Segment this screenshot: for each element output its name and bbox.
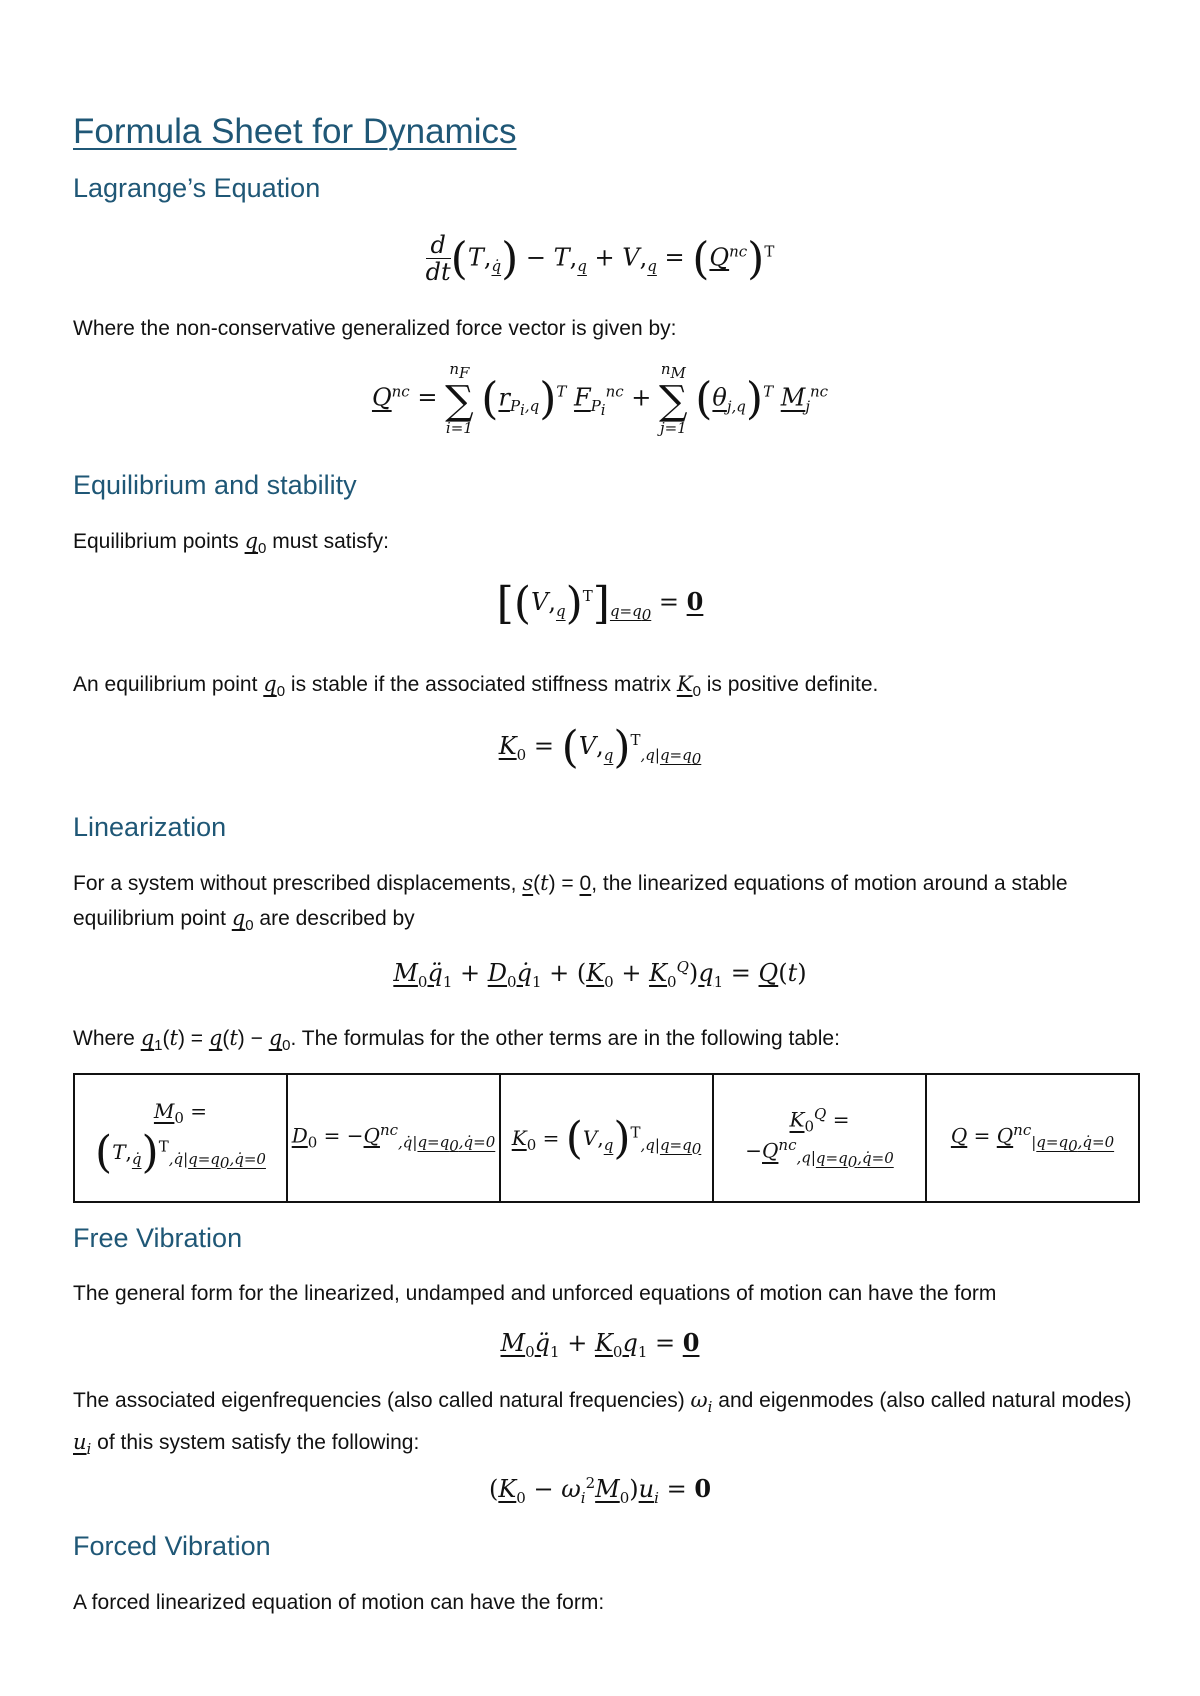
text-fragment: is stable if the associated stiffness matrix (285, 673, 677, 696)
text-fragment: , the linearized equations of motion around a stable equilibrium point (73, 872, 1068, 930)
text-fragment: is positive definite. (700, 673, 879, 696)
cell-damping-matrix: $D_0 = -Q^{nc}_{,q̇|q=q_0,q̇=0}$ (287, 1074, 500, 1202)
heading-forced-vibration: Forced Vibration (73, 1531, 271, 1561)
text-fragment: Equilibrium points (73, 530, 245, 553)
equation-free-vibration: $M_0q̈_1 + K_0q_1 = 0$ (500, 1328, 700, 1361)
text-force-vector: Where the non-conservative generalized force vector is given by: (73, 317, 677, 340)
text-equilibrium-points: Equilibrium points $q_0$ must satisfy: (73, 529, 389, 558)
heading-lagrange: Lagrange’s Equation (73, 173, 321, 203)
heading-equilibrium: Equilibrium and stability (73, 470, 357, 500)
text-eigen: The associated eigenfrequencies (also called natural frequencies) $\omega_i$ and eigenmodes (also called natural modes) $u_i$ of this system satisfy the following: (73, 1388, 1132, 1459)
page-title: Formula Sheet for Dynamics (73, 112, 517, 151)
text-stability: An equilibrium point $q_0$ is stable if the associated stiffness matrix $K_0$ is positive definite. (73, 672, 879, 701)
linearization-terms-table (73, 1073, 1140, 1203)
text-fragment: . The formulas for the other terms are in the following table: (290, 1027, 840, 1050)
equation-equilibrium: $[(V,_q)^T]_{q=q_0} = 0$ (496, 578, 704, 629)
text-fragment: are described by (253, 907, 415, 930)
cell-stiffness-matrix: $K_0 = (V,_q)^T_{,q|q=q_0}$ (500, 1074, 713, 1202)
text-fragment: of this system satisfy the following: (91, 1431, 420, 1455)
text-forced-form: A forced linearized equation of motion can have the form: (73, 1591, 605, 1614)
text-fragment: An equilibrium point (73, 673, 264, 696)
cell-force-vector: $Q = Q^{nc}_{|q=q_0,q̇=0}$ (926, 1074, 1139, 1202)
table-row (74, 1074, 1139, 1202)
text-linearization-intro: For a system without prescribed displacements, s(t) = 0, the linearized equations of motion around a stable equilibrium point $q_0$ are described by (73, 871, 1068, 935)
heading-linearization: Linearization (73, 812, 227, 842)
text-fragment: Where (73, 1027, 141, 1050)
equation-linearized: $M_0q̈_1$ + $D_0q̇_1 + (K_0 + K_0^Q)q_1 = Q(t)$ (393, 958, 807, 991)
text-fragment: The associated eigenfrequencies (also called natural frequencies) (73, 1389, 691, 1412)
text-fragment: and eigenmodes (also called natural modes) (712, 1389, 1132, 1412)
text-free-form: The general form for the linearized, undamped and unforced equations of motion can have the form (73, 1282, 997, 1305)
text-fragment: must satisfy: (266, 530, 389, 553)
equation-eigenproblem: $(K_0 - \omega_i^2M_0)u_i = 0$ (488, 1474, 712, 1507)
cell-nc-stiffness-matrix: $K_0^Q = -Q^{nc}_{,q|q=q_0,q̇=0}$ (713, 1074, 926, 1202)
cell-mass-matrix: $M_0 = (T,_{q̇})^T_{,q̇|q=q_0,q̇=0}$ (74, 1074, 287, 1202)
text-where-q1: Where $q_1(t) = q(t) - q_0$. The formulas for the other terms are in the following table: (73, 1026, 840, 1055)
equation-lagrange: $\frac{d}{dt}$ $(T,_{q̇}) - T,_q + V,_q = (Q^{nc})^T$ (425, 231, 775, 287)
text-fragment: For a system without prescribed displacements, (73, 872, 523, 895)
heading-free-vibration: Free Vibration (73, 1223, 243, 1253)
equation-generalized-force: $Q^{nc}$ = $n_F$ ∑ i=1 $(r_{P_i,q})^T$ $F_{P_i}^{nc}$ + $n_M$ ∑ j=1 $(\theta_{j,q})^T$ $M_j^{nc}$ (371, 360, 829, 437)
equation-stiffness: $K_0 = (V,_q)^T_{,q|q=q_0}$ (498, 722, 702, 773)
